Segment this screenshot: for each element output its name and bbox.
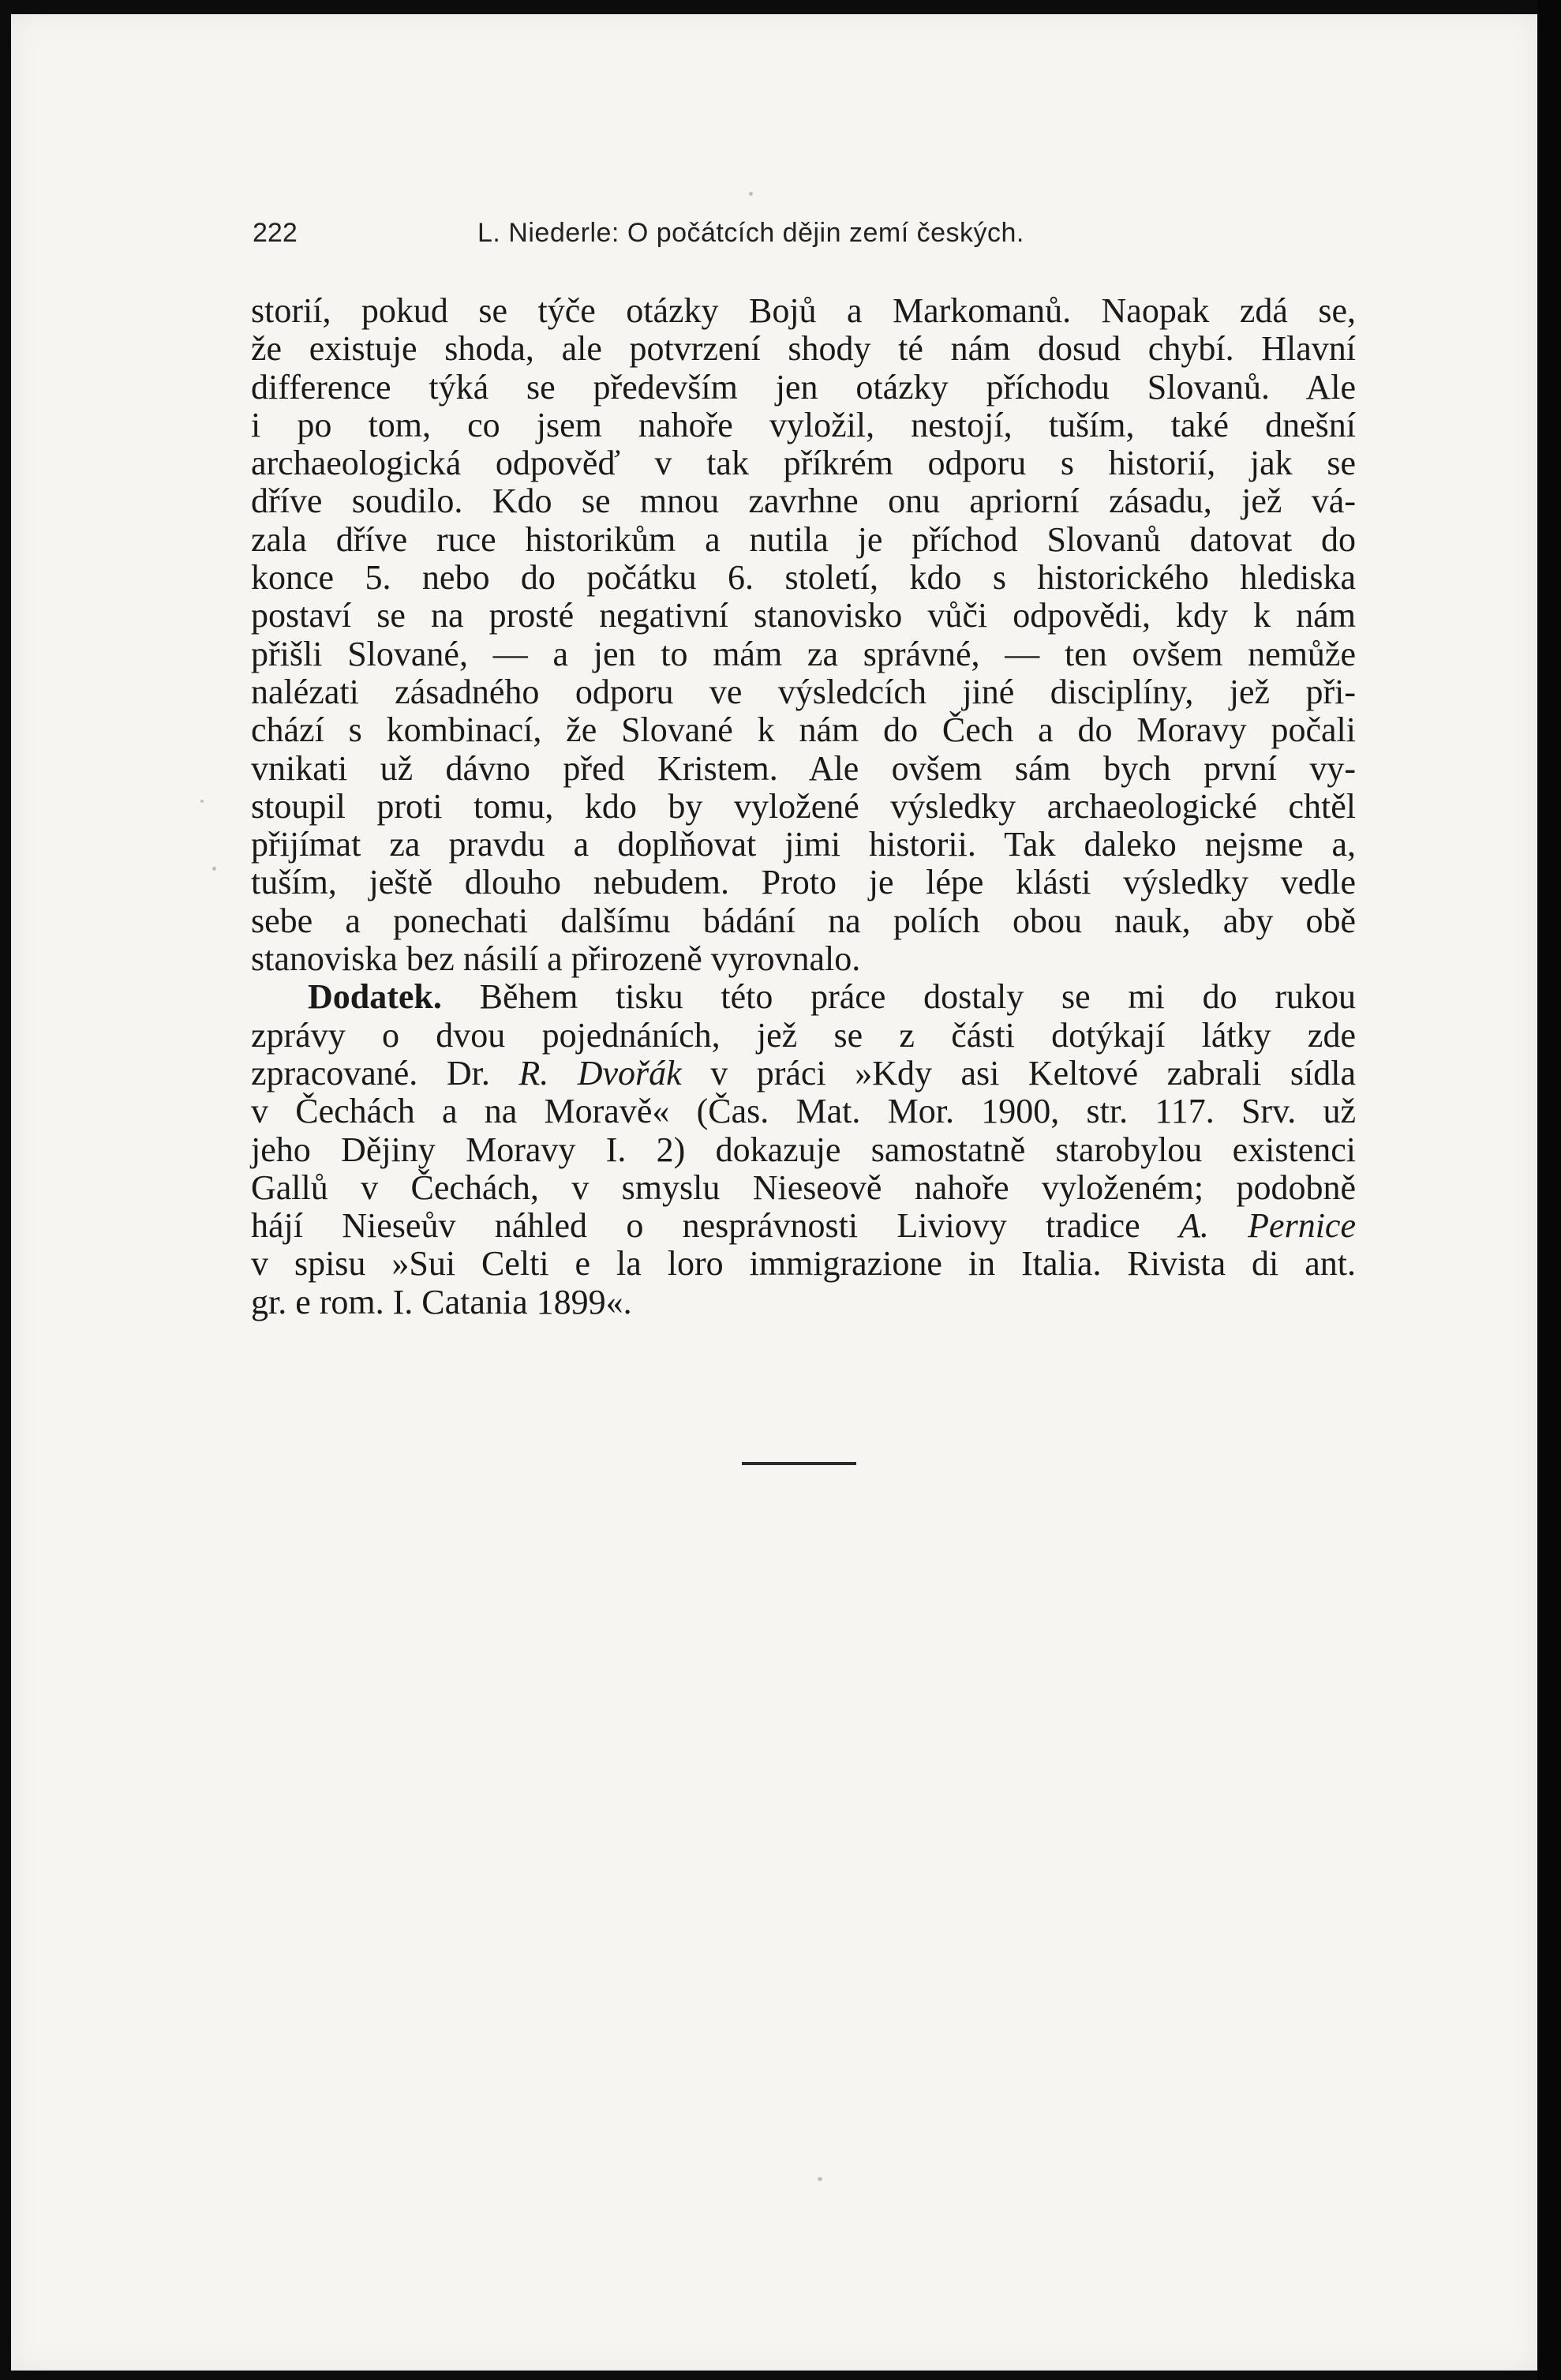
addendum-label: Dodatek. <box>308 977 442 1017</box>
text-line: vnikati už dávno před Kristem. Ale ovšem sám bych první vy- <box>251 748 1356 788</box>
paper-speck <box>818 2177 822 2181</box>
running-title: L. Niederle: O počátcích dějin zemí českých. <box>477 218 1024 248</box>
text-line: difference týká se především jen otázky příchodu Slovanů. Ale <box>251 367 1356 407</box>
text-line: zprávy o dvou pojednáních, jež se z části dotýkají látky zde <box>251 1015 1356 1055</box>
addendum-text: Během tisku této práce dostaly se mi do rukou <box>441 977 1356 1017</box>
addendum-text: v práci »Kdy asi Keltové zabrali sídla <box>681 1053 1356 1093</box>
text-line: dříve soudilo. Kdo se mnou zavrhne onu apriorní zásadu, jež vá- <box>251 482 1356 521</box>
author-name: R. Dvořák <box>518 1053 682 1093</box>
text-line: stoupil proti tomu, kdo by vyložené výsledky archaeologické chtěl <box>251 786 1356 826</box>
addendum-line <box>251 978 1356 1016</box>
section-end-rule <box>742 1462 856 1465</box>
text-line: storií, pokud se týče otázky Bojů a Markomanů. Naopak zdá se, <box>251 291 1356 330</box>
text-line: v spisu »Sui Celti e la loro immigrazione in Italia. Rivista di ant. <box>251 1244 1356 1284</box>
text-line: zala dříve ruce historikům a nutila je příchod Slovanů datovat do <box>251 519 1356 559</box>
page-number: 222 <box>253 218 298 248</box>
text-line: gr. e rom. I. Catania 1899«. <box>251 1282 632 1321</box>
text-line: že existuje shoda, ale potvrzení shody té nám dosud chybí. Hlavní <box>251 329 1356 369</box>
addendum-line <box>251 1055 1356 1093</box>
paragraph-main <box>251 292 1356 978</box>
text-line: i po tom, co jsem nahoře vyložil, nestojí, tuším, také dnešní <box>251 405 1356 444</box>
text-line: tuším, ještě dlouho nebudem. Proto je lépe klásti výsledky vedle <box>251 863 1356 902</box>
paper-speck <box>212 867 216 871</box>
text-line: přišli Slované, — a jen to mám za správné, — ten ovšem nemůže <box>251 634 1356 673</box>
text-line: konce 5. nebo do počátku 6. století, kdo s historického hlediska <box>251 558 1356 598</box>
text-line: přijímat za pravdu a doplňovat jimi historii. Tak daleko nejsme a, <box>251 825 1356 864</box>
text-line: nalézati zásadného odporu ve výsledcích jiné disciplíny, jež při- <box>251 672 1356 711</box>
text-line: jeho Dějiny Moravy I. 2) dokazuje samostatně starobylou existenci <box>251 1130 1356 1169</box>
text-line: Gallů v Čechách, v smyslu Nieseově nahoře vyloženém; podobně <box>251 1168 1356 1207</box>
addendum-text: hájí Nieseův náhled o nesprávnosti Liviovy tradice <box>251 1206 1179 1246</box>
addendum-text: zpracované. Dr. <box>251 1053 519 1093</box>
addendum-line <box>251 1207 1356 1245</box>
text-line: archaeologická odpověď v tak příkrém odporu s historií, jak se <box>251 444 1356 483</box>
text-line: v Čechách a na Moravě« (Čas. Mat. Mor. 1900, str. 117. Srv. už <box>251 1092 1356 1131</box>
text-line: stanoviska bez násilí a přirozeně vyrovnalo. <box>251 939 861 979</box>
author-name: A. Pernice <box>1178 1206 1356 1246</box>
scan-right-edge <box>1537 0 1561 2380</box>
text-line: sebe a ponechati dalšímu bádání na polích obou nauk, aby obě <box>251 901 1356 940</box>
text-line: chází s kombinací, že Slované k nám do Čech a do Moravy počali <box>251 710 1356 750</box>
main-text <box>251 292 1356 1321</box>
paper-speck <box>749 192 753 196</box>
paper-speck <box>200 800 204 803</box>
paragraph-addendum <box>251 978 1356 1321</box>
page-header <box>253 218 1357 265</box>
text-line: postaví se na prosté negativní stanovisko vůči odpovědi, kdy k nám <box>251 596 1356 635</box>
